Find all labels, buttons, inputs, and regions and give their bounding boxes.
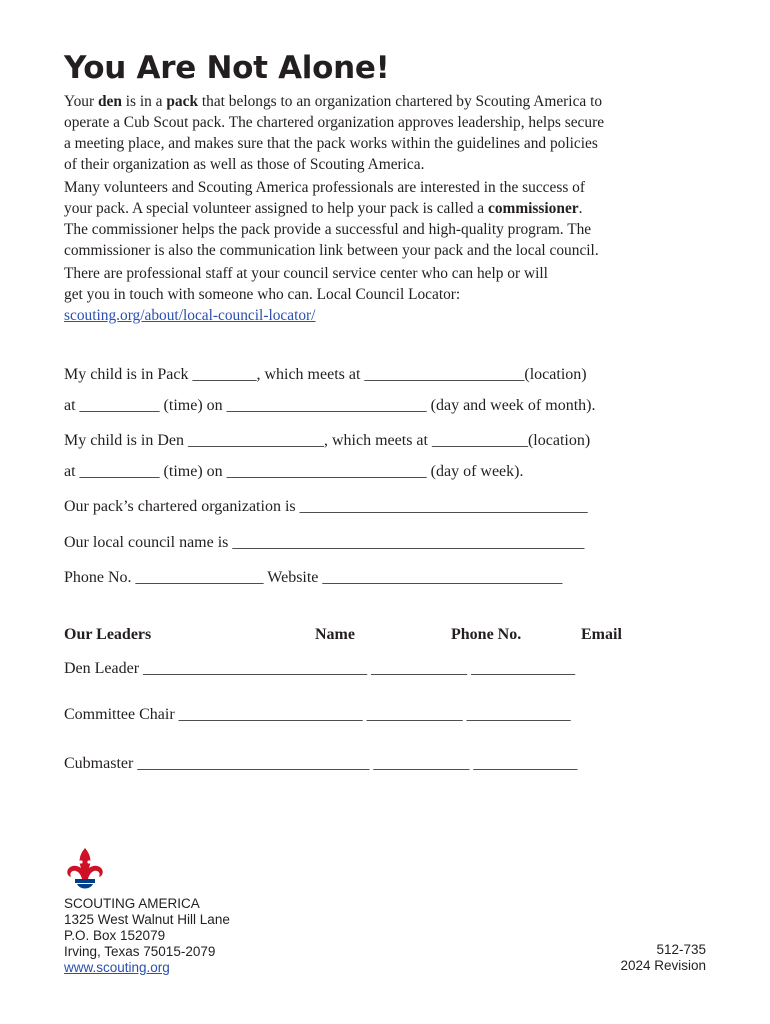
paragraph-line: operate a Cub Scout pack. The chartered organization approves leadership, helps secure	[64, 114, 605, 131]
bold-term-commissioner: commissioner	[487, 200, 579, 217]
fleur-de-lis-emblem-icon	[64, 846, 106, 892]
footer-website-link[interactable]: www.scouting.org	[64, 960, 170, 975]
leader-row-committee-chair: Committee Chair _______________________ ____________ _____________	[64, 706, 571, 723]
leaders-header-name: Name	[315, 626, 355, 643]
text-run: Your	[64, 93, 98, 110]
paragraph-line	[64, 305, 714, 326]
footer-address-line: 1325 West Walnut Hill Lane	[64, 912, 230, 927]
paragraph-line: commissioner is also the communication link between your pack and the local council.	[64, 242, 599, 259]
footer-org: SCOUTING AMERICA	[64, 896, 200, 911]
paragraph-line: There are professional staff at your council service center who can help or will	[64, 265, 548, 282]
leader-row-cubmaster: Cubmaster _____________________________ ____________ _____________	[64, 755, 578, 772]
paragraph-line	[64, 198, 714, 219]
footer-form-info	[620, 942, 706, 974]
paragraph-line: The commissioner helps the pack provide a successful and high-quality program. The	[64, 221, 592, 238]
text-run: your pack. A special volunteer assigned to help your pack is called a	[64, 200, 488, 217]
paragraph-line: of their organization as well as those of Scouting America.	[64, 156, 425, 173]
paragraph-line: get you in touch with someone who can. Local Council Locator:	[64, 286, 461, 303]
den-line-1: My child is in Den _________________, which meets at ____________(location)	[64, 432, 591, 449]
text-run: .	[578, 200, 583, 217]
footer-address	[64, 896, 230, 976]
chartered-org-line: Our pack’s chartered organization is ____________________________________	[64, 498, 588, 515]
phone-website-line: Phone No. ________________ Website ______________________________	[64, 569, 563, 586]
pack-line-2: at __________ (time) on _________________________ (day and week of month).	[64, 397, 596, 414]
footer-address-line: Irving, Texas 75015-2079	[64, 944, 216, 959]
page-title: You Are Not Alone!	[64, 50, 390, 86]
intro-paragraph	[64, 91, 714, 175]
council-paragraph	[64, 263, 714, 326]
footer-address-line: P.O. Box 152079	[64, 928, 166, 943]
bold-term-pack: pack	[166, 93, 199, 110]
paragraph-line: Many volunteers and Scouting America professionals are interested in the success of	[64, 179, 585, 196]
text-run: is in a	[121, 93, 167, 110]
leader-row-den-leader: Den Leader ____________________________ ____________ _____________	[64, 660, 576, 677]
bold-term-den: den	[97, 93, 122, 110]
leaders-header-phone: Phone No.	[451, 626, 522, 643]
council-name-line: Our local council name is ____________________________________________	[64, 534, 585, 551]
leaders-header-role: Our Leaders	[64, 626, 152, 643]
paragraph-line	[64, 91, 714, 112]
den-line-2: at __________ (time) on _________________________ (day of week).	[64, 463, 524, 480]
text-run: that belongs to an organization chartered by Scouting America to	[198, 93, 603, 110]
commissioner-paragraph	[64, 177, 714, 261]
footer-website-row	[64, 960, 230, 976]
paragraph-line: a meeting place, and makes sure that the pack works within the guidelines and policies	[64, 135, 598, 152]
council-locator-link[interactable]: scouting.org/about/local-council-locator/	[64, 307, 316, 324]
pack-line-1: My child is in Pack ________, which meets at ____________________(location)	[64, 366, 587, 383]
form-number: 512-735	[656, 942, 706, 957]
revision-label: 2024 Revision	[620, 958, 706, 973]
leaders-header-email: Email	[581, 626, 622, 643]
